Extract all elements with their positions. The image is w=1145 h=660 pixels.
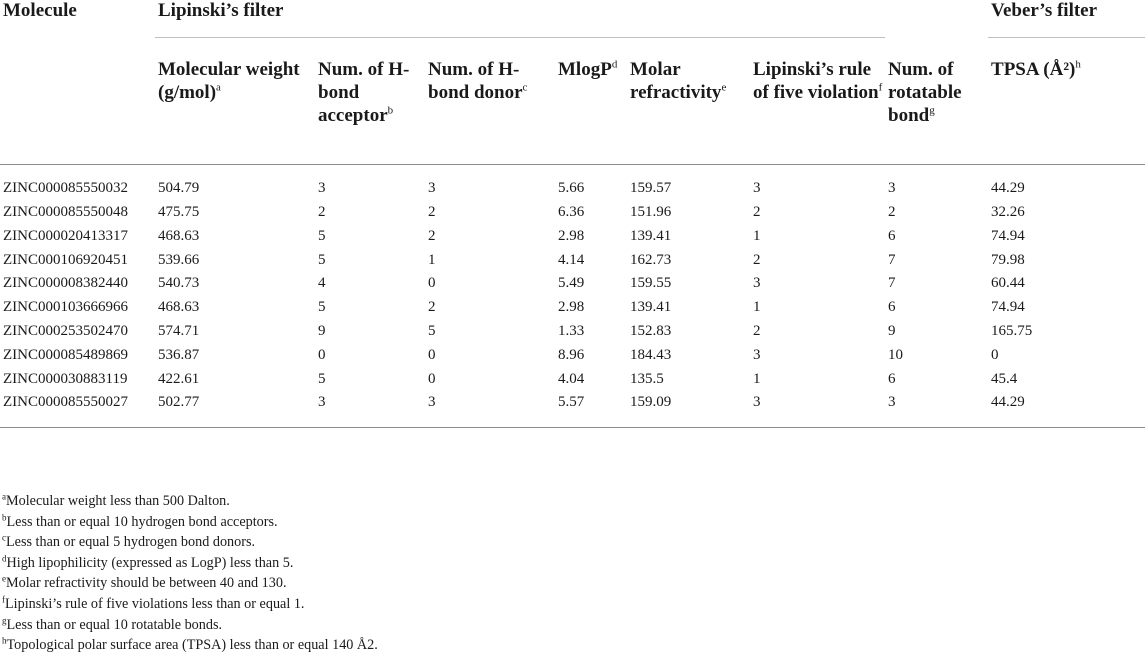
value-cell: 422.61 xyxy=(158,370,200,387)
footnote-marker: h xyxy=(2,635,7,646)
value-cell: 6 xyxy=(888,299,896,316)
molecule-id-cell: ZINC000020413317 xyxy=(3,227,128,244)
column-header: Num. of H-bond donor$^c$ xyxy=(425,38,555,165)
value-cell: 2.98 xyxy=(558,299,585,316)
column-header: Molar refractivity$^e$ xyxy=(627,38,750,165)
footnote-text: Less than or equal 10 rotatable bonds. xyxy=(6,616,223,633)
molecule-id-cell: ZINC000085550032 xyxy=(3,180,128,196)
value-cell: 468.63 xyxy=(158,299,200,316)
molecule-id-cell: ZINC000085489869 xyxy=(3,346,128,363)
value-cell: 1 xyxy=(753,299,761,316)
footnote xyxy=(2,532,378,553)
value-cell: 0 xyxy=(428,346,436,363)
table-row xyxy=(0,298,1145,322)
value-cell: 5.66 xyxy=(558,180,585,196)
value-cell: 44.29 xyxy=(991,180,1025,196)
value-cell: 8.96 xyxy=(558,346,585,363)
table-row xyxy=(0,393,1145,427)
table-row xyxy=(0,227,1145,251)
value-cell: 139.41 xyxy=(630,227,672,244)
value-cell: 4.14 xyxy=(558,251,585,268)
value-cell: 3 xyxy=(885,393,988,427)
footnote-marker: c xyxy=(2,532,6,543)
molecule-id-cell: ZINC000085550048 xyxy=(3,204,128,220)
value-cell: 5 xyxy=(318,370,326,387)
value-cell: 3 xyxy=(753,275,761,292)
value-cell: 162.73 xyxy=(630,251,672,268)
footnote-marker: f xyxy=(2,594,5,605)
molecule-header: Molecule xyxy=(0,0,155,165)
footnote-marker: a xyxy=(2,491,6,502)
value-cell: 139.41 xyxy=(630,299,672,316)
molecule-id-cell: ZINC000085550027 xyxy=(0,393,155,427)
lipinski-group-header: Lipinski’s filter xyxy=(155,0,885,38)
value-cell: 2 xyxy=(888,204,896,220)
footnote-text: Molar refractivity should be between 40 and 130. xyxy=(6,575,287,592)
molecule-id-cell: ZINC000253502470 xyxy=(3,322,128,339)
value-cell: 159.57 xyxy=(630,180,672,196)
value-cell: 6 xyxy=(888,370,896,387)
value-cell: 3 xyxy=(428,180,436,196)
table-row xyxy=(0,203,1145,227)
value-cell: 74.94 xyxy=(991,227,1025,244)
footnote-text: Less than or equal 5 hydrogen bond donors. xyxy=(6,534,256,551)
molecule-id-cell: ZINC000103666966 xyxy=(3,299,128,316)
value-cell: 3 xyxy=(315,393,425,427)
footnote-marker: d xyxy=(2,553,7,564)
value-cell: 5 xyxy=(318,227,326,244)
group-header-row xyxy=(0,0,1145,38)
table-row xyxy=(0,251,1145,275)
value-cell: 504.79 xyxy=(158,180,200,196)
value-cell: 3 xyxy=(753,180,761,196)
column-header: Lipinski’s rule of five violation$^f$ xyxy=(750,38,885,165)
footnote-text: Molecular weight less than 500 Dalton. xyxy=(6,493,230,509)
table-footnotes xyxy=(2,491,378,656)
value-cell: 2 xyxy=(428,227,436,244)
veber-group-header: Veber’s filter xyxy=(988,0,1145,38)
value-cell: 3 xyxy=(750,393,885,427)
molecule-id-cell: ZINC000030883119 xyxy=(3,370,128,387)
value-cell: 468.63 xyxy=(158,227,200,244)
value-cell: 2 xyxy=(428,204,436,220)
molecule-id-cell: ZINC000106920451 xyxy=(3,251,128,268)
footnote xyxy=(2,553,378,574)
value-cell: 184.43 xyxy=(630,346,672,363)
value-cell: 151.96 xyxy=(630,204,672,220)
value-cell: 2 xyxy=(428,299,436,316)
value-cell: 79.98 xyxy=(991,251,1025,268)
footnote-text: High lipophilicity (expressed as LogP) less than 5. xyxy=(6,554,294,571)
column-header: TPSA (Å²)$^h$ xyxy=(988,38,1145,165)
value-cell: 10 xyxy=(888,346,904,363)
column-header: Num. of rotatable bond$^g$ xyxy=(885,38,988,165)
value-cell: 135.5 xyxy=(630,370,664,387)
molecule-id-cell: ZINC000008382440 xyxy=(3,275,128,292)
table-row xyxy=(0,274,1145,298)
value-cell: 502.77 xyxy=(155,393,315,427)
table-row xyxy=(0,165,1145,204)
value-cell: 32.26 xyxy=(991,204,1025,220)
column-header: MlogP$^d$ xyxy=(555,38,627,165)
footnote-text: Lipinski’s rule of five violations less than or equal 1. xyxy=(5,595,305,612)
value-cell: 539.66 xyxy=(158,251,200,268)
value-cell: 159.55 xyxy=(630,275,672,292)
value-cell: 3 xyxy=(753,346,761,363)
value-cell: 3 xyxy=(425,393,555,427)
value-cell: 574.71 xyxy=(158,322,200,339)
value-cell: 45.4 xyxy=(991,370,1018,387)
value-cell: 74.94 xyxy=(991,299,1025,316)
footnote xyxy=(2,594,378,615)
value-cell: 2 xyxy=(753,251,761,268)
value-cell: 0 xyxy=(318,346,326,363)
value-cell: 5.49 xyxy=(558,275,585,292)
value-cell: 5 xyxy=(318,299,326,316)
value-cell: 7 xyxy=(888,251,896,268)
table-row xyxy=(0,322,1145,346)
column-header: Num. of H-bond acceptor$^b$ xyxy=(315,38,425,165)
value-cell: 5 xyxy=(318,251,326,268)
value-cell: 159.09 xyxy=(627,393,750,427)
value-cell: 536.87 xyxy=(158,346,200,363)
footnote-marker: g xyxy=(2,614,7,625)
value-cell: 3 xyxy=(888,180,896,196)
value-cell: 0 xyxy=(428,370,436,387)
table-body xyxy=(0,165,1145,428)
value-cell: 3 xyxy=(318,180,326,196)
value-cell: 1 xyxy=(753,227,761,244)
value-cell: 165.75 xyxy=(991,322,1033,339)
footnote-marker: e xyxy=(2,573,6,584)
value-cell: 1.33 xyxy=(558,322,585,339)
value-cell: 5.57 xyxy=(555,393,627,427)
value-cell: 4.04 xyxy=(558,370,585,387)
value-cell: 6 xyxy=(888,227,896,244)
value-cell: 5 xyxy=(428,322,436,339)
value-cell: 1 xyxy=(428,251,436,268)
value-cell: 0 xyxy=(428,275,436,292)
value-cell: 44.29 xyxy=(988,393,1145,427)
footnote-marker: b xyxy=(2,511,7,522)
value-cell: 60.44 xyxy=(991,275,1025,292)
value-cell: 2 xyxy=(318,204,326,220)
value-cell: 7 xyxy=(888,275,896,292)
value-cell: 540.73 xyxy=(158,275,200,292)
value-cell: 4 xyxy=(318,275,326,292)
value-cell: 9 xyxy=(318,322,326,339)
value-cell: 6.36 xyxy=(558,204,585,220)
value-cell: 2 xyxy=(753,204,761,220)
value-cell: 2.98 xyxy=(558,227,585,244)
footnote xyxy=(2,491,378,512)
footnote-text: Less than or equal 10 hydrogen bond acceptors. xyxy=(6,513,278,530)
footnote xyxy=(2,512,378,533)
table-row xyxy=(0,346,1145,370)
table-row xyxy=(0,370,1145,394)
value-cell: 0 xyxy=(991,346,999,363)
footnote xyxy=(2,615,378,636)
value-cell: 152.83 xyxy=(630,322,672,339)
value-cell: 475.75 xyxy=(158,204,200,220)
footnote xyxy=(2,635,378,656)
column-header-row xyxy=(0,38,1145,165)
footnote xyxy=(2,573,378,594)
footnote-text: Topological polar surface area (TPSA) less than or equal 140 Å2. xyxy=(6,637,378,654)
value-cell: 9 xyxy=(888,322,896,339)
value-cell: 2 xyxy=(753,322,761,339)
value-cell: 1 xyxy=(753,370,761,387)
column-header: Molecular weight $(g/mol)^a$ xyxy=(155,38,315,165)
